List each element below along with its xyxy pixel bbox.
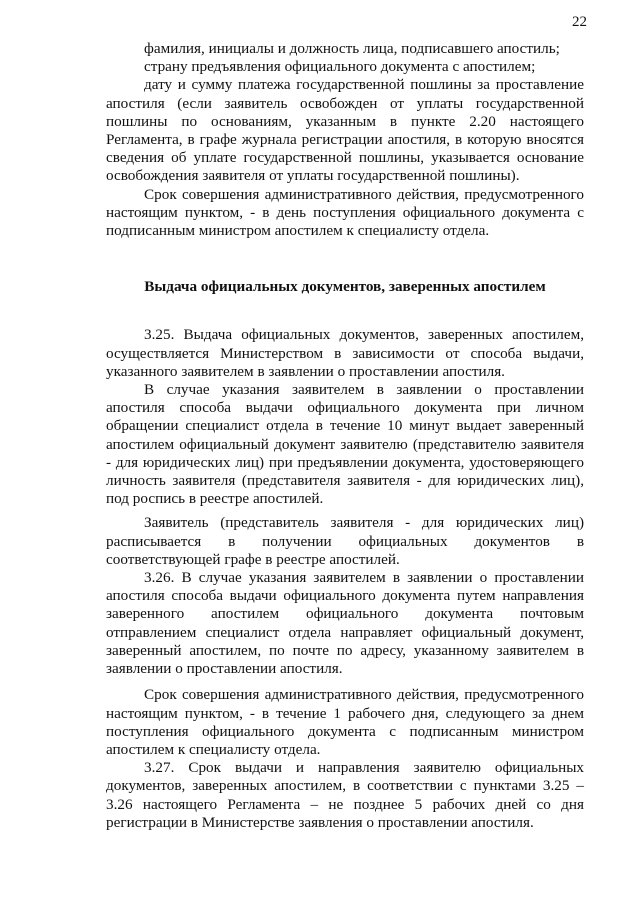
- section-heading: Выдача официальных документов, заверенных апостилем: [144, 278, 546, 296]
- paragraph: 3.27. Срок выдачи и направления заявителю официальных документов, заверенных апостилем, в соответствии с пунктами 3.25 – 3.26 настоящего Регламента – не позднее 5 рабочих дней со дня регистрации в Министерстве заявления о проставлении апостиля.: [106, 759, 584, 831]
- paragraph: 3.26. В случае указания заявителем в заявлении о проставлении апостиля способа выдачи официального документа путем направления заверенного апостилем официального документа почтовым отправлением специалист отдела направляет официальный документ, заверенный апостилем, по почте по адресу, указанному заявителем в заявлении о проставлении апостиля.: [106, 569, 584, 678]
- paragraph: фамилия, инициалы и должность лица, подписавшего апостиль;: [144, 40, 560, 57]
- paragraph: Срок совершения административного действия, предусмотренного настоящим пунктом, - в течение 1 рабочего дня, следующего за днем поступления официального документа с подписанным министром апостилем к специалисту отдела.: [106, 686, 584, 758]
- paragraph: 3.25. Выдача официальных документов, заверенных апостилем, осуществляется Министерством в зависимости от способа выдачи, указанного заявителем в заявлении о проставлении апостиля.: [106, 326, 584, 380]
- paragraph: страну предъявления официального документа с апостилем;: [144, 58, 536, 76]
- document-body: [106, 40, 584, 832]
- page-number: 22: [572, 14, 587, 30]
- paragraph: дату и сумму платежа государственной пошлины за проставление апостиля (если заявитель освобожден от уплаты государственной пошлины по основаниям, указанным в пункте 2.20 настоящего Регламента, в графе журнала регистрации апостиля, в которую вносятся сведения об уплате государственной пошлины, указывается основание освобождения заявителя от уплаты государственной пошлины).: [106, 76, 584, 185]
- paragraph: Заявитель (представитель заявителя - для юридических лиц) расписывается в получении официальных документов в соответствующей графе в реестре апостилей.: [106, 514, 584, 568]
- paragraph: Срок совершения административного действия, предусмотренного настоящим пунктом, - в день поступления официального документа с подписанным министром апостилем к специалисту отдела.: [106, 185, 584, 240]
- paragraph: В случае указания заявителем в заявлении о проставлении апостиля способа выдачи официального документа при личном обращении специалист отдела в течение 10 минут выдает заверенный апостилем официальный документ заявителю (представителю заявителя - для юридических лиц) при предъявлении документа, удостоверяющего личность заявителя (представителя заявителя - для юридических лиц), под роспись в реестре апостилей.: [106, 381, 584, 508]
